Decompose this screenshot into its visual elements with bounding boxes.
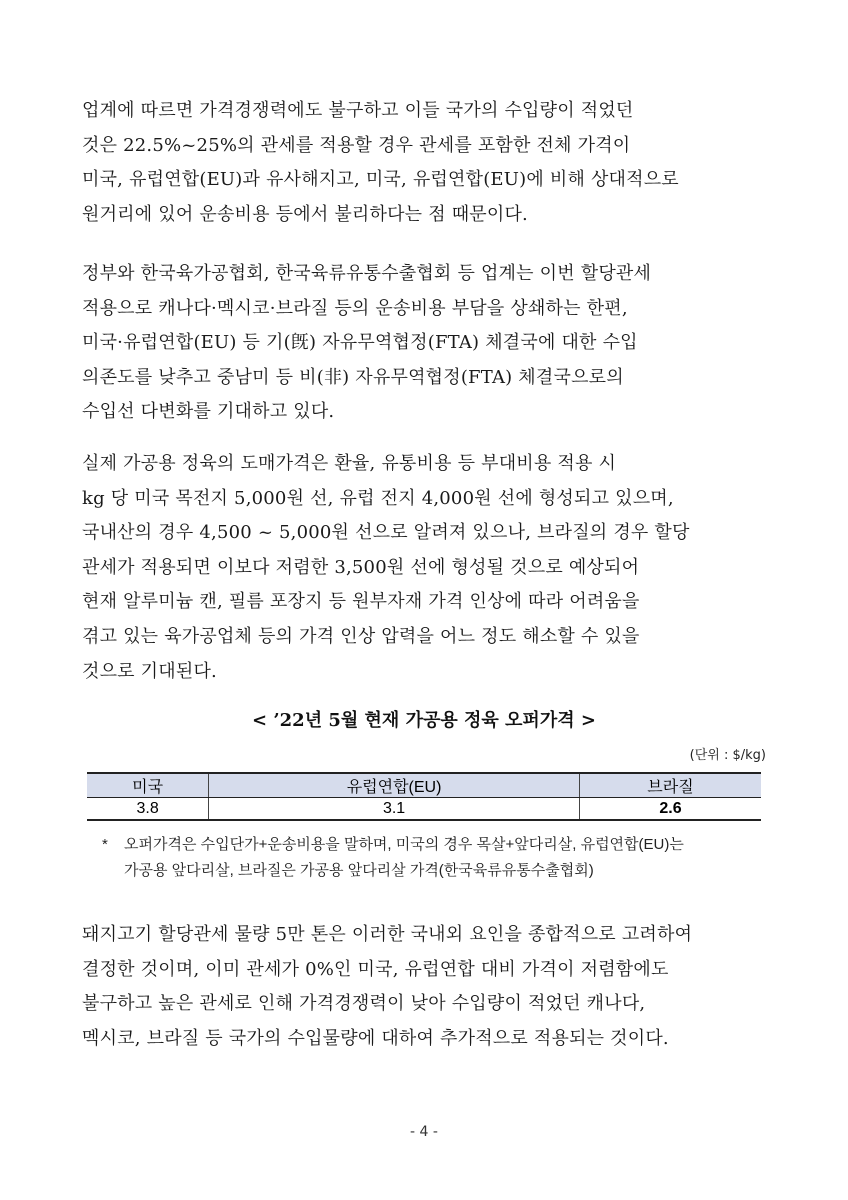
column-header-eu: 유럽연합(EU) [209, 773, 580, 798]
text-line: 관세가 적용되면 이보다 저렴한 3,500원 선에 형성될 것으로 예상되어 [82, 556, 640, 578]
page-number: - 4 - [410, 1124, 438, 1140]
text-line: kg 당 미국 목전지 5,000원 선, 유럽 전지 4,000원 선에 형성되고 있으며, [82, 487, 674, 509]
text-line: 원거리에 있어 운송비용 등에서 불리하다는 점 때문이다. [82, 203, 528, 225]
offer-price-table [87, 772, 761, 821]
paragraph-2 [82, 257, 770, 430]
text-line: 겪고 있는 육가공업체 등의 가격 인상 압력을 어느 정도 해소할 수 있을 [82, 625, 640, 647]
text-line: 멕시코, 브라질 등 국가의 수입물량에 대하여 추가적으로 적용되는 것이다. [82, 1027, 669, 1049]
table-header-row [87, 773, 761, 798]
text-line: 결정한 것이며, 이미 관세가 0%인 미국, 유럽연합 대비 가격이 저렴함에도 [82, 958, 669, 980]
cell-brazil-price: 2.6 [579, 798, 761, 821]
text-line: 것은 22.5%~25%의 관세를 적용할 경우 관세를 포함한 전체 가격이 [82, 134, 631, 156]
paragraph-1 [82, 94, 770, 232]
footnote-line: 가공용 앞다리살, 브라질은 가공용 앞다리살 가격(한국육류유통수출협회) [124, 862, 594, 879]
table-row [87, 798, 761, 821]
text-line: 현재 알루미늄 캔, 필름 포장지 등 원부자재 가격 인상에 따라 어려움을 [82, 591, 640, 613]
text-line: 의존도를 낮추고 중남미 등 비(非) 자유무역협정(FTA) 체결국으로의 [82, 366, 624, 388]
text-line: 불구하고 높은 관세로 인해 가격경쟁력이 낮아 수입량이 적었던 캐나다, [82, 993, 646, 1015]
table-unit: (단위 : $/kg) [689, 748, 766, 763]
paragraph-3 [82, 447, 770, 689]
text-line: 미국, 유럽연합(EU)과 유사해지고, 미국, 유럽연합(EU)에 비해 상대적으로 [82, 169, 679, 191]
text-line: 적용으로 캐나다·멕시코·브라질 등의 운송비용 부담을 상쇄하는 한편, [82, 297, 628, 319]
text-line: 정부와 한국육가공협회, 한국육류유통수출협회 등 업계는 이번 할당관세 [82, 263, 652, 284]
cell-usa-price: 3.8 [87, 798, 209, 821]
paragraph-4 [82, 918, 770, 1056]
text-line: 실제 가공용 정육의 도매가격은 환율, 유통비용 등 부대비용 적용 시 [82, 453, 617, 474]
cell-eu-price: 3.1 [209, 798, 580, 821]
text-line: 미국·유럽연합(EU) 등 기(旣) 자유무역협정(FTA) 체결국에 대한 수입 [82, 332, 638, 354]
column-header-usa: 미국 [87, 773, 209, 798]
footnote-line: 오퍼가격은 수입단가+운송비용을 말하며, 미국의 경우 목살+앞다리살, 유럽연합(EU)는 [124, 836, 684, 853]
text-line: 것으로 기대된다. [82, 660, 217, 682]
footnote-marker: * [102, 836, 108, 853]
text-line: 수입선 다변화를 기대하고 있다. [82, 401, 335, 423]
column-header-brazil: 브라질 [579, 773, 761, 798]
table-title: < ’22년 5월 현재 가공용 정육 오퍼가격 > [252, 710, 596, 731]
text-line: 업계에 따르면 가격경쟁력에도 불구하고 이들 국가의 수입량이 적었던 [82, 100, 634, 121]
text-line: 돼지고기 할당관세 물량 5만 톤은 이러한 국내외 요인을 종합적으로 고려하여 [82, 924, 693, 945]
text-line: 국내산의 경우 4,500 ~ 5,000원 선으로 알려져 있으나, 브라질의 경우 할당 [82, 522, 690, 544]
